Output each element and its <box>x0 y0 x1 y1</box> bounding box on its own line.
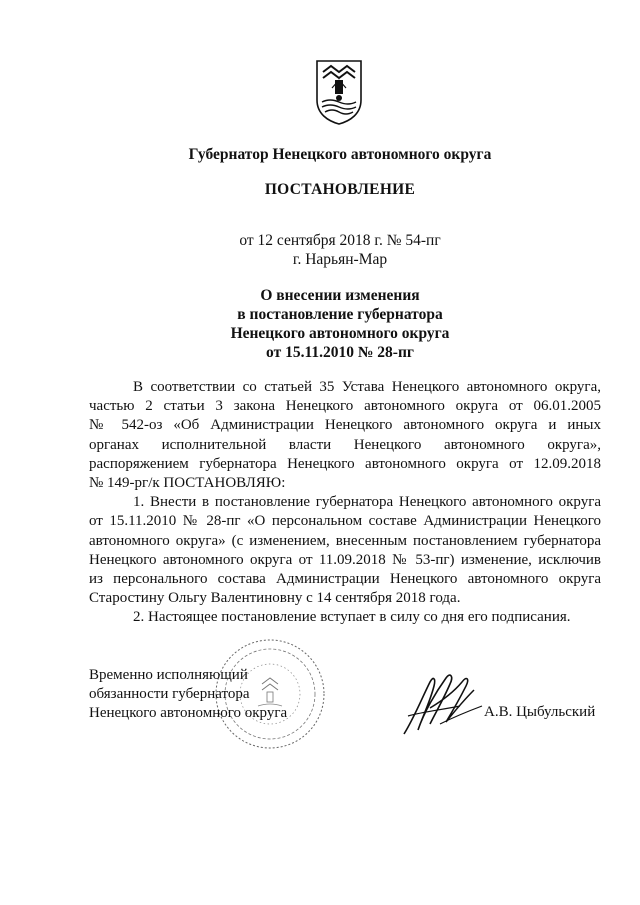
subject-line: О внесении изменения <box>260 287 420 304</box>
document-body <box>89 378 601 628</box>
handwritten-signature-icon <box>400 668 486 742</box>
preamble-line: № 149-рг/к ПОСТАНОВЛЯЮ: <box>89 475 286 492</box>
item1-line: из персонального состава Администрации Ненецкого автономного округа <box>89 571 601 588</box>
item1-line: автономного округа» (с изменением, внесенным постановлением губернатора <box>89 532 601 549</box>
preamble-line: распоряжением губернатора Ненецкого автономного округа от 12.09.2018 <box>89 455 601 472</box>
issuer-title: Губернатор Ненецкого автономного округа <box>188 146 492 163</box>
preamble-line: № 542-оз «Об Администрации Ненецкого автономного округа и иных <box>89 417 601 434</box>
position-line: Временно исполняющий <box>89 667 248 683</box>
date-number: от 12 сентября 2018 г. № 54-пг <box>239 232 441 249</box>
position-line: обязанности губернатора <box>89 686 250 703</box>
item1-line: 1. Внести в постановление губернатора Ненецкого автономного округа <box>133 494 601 511</box>
subject-line: в постановление губернатора <box>237 306 443 323</box>
item1-line: Ненецкого автономного округа от 11.09.2018 № 53-пг) изменение, исключив <box>89 551 601 568</box>
item1-line: от 15.11.2010 № 28-пг «О персональном составе Администрации Ненецкого <box>89 513 601 530</box>
signatory-name: А.В. Цыбульский <box>484 704 596 720</box>
preamble-line: В соответствии со статьей 35 Устава Ненецкого автономного округа, <box>133 379 601 395</box>
item1-line: Старостину Ольгу Валентиновну с 14 сентября 2018 года. <box>89 590 461 607</box>
document-subject <box>0 286 640 362</box>
preamble-line: органах исполнительной власти Ненецкого автономного округа», <box>89 436 601 453</box>
document-type: ПОСТАНОВЛЕНИЕ <box>264 181 416 198</box>
coat-of-arms-icon <box>314 58 364 126</box>
signatory-position <box>89 666 287 724</box>
subject-line: от 15.11.2010 № 28-пг <box>266 344 414 361</box>
preamble-line: частью 2 статьи 3 закона Ненецкого автономного округа от 06.01.2005 <box>89 398 601 415</box>
city: г. Нарьян-Мар <box>292 251 388 268</box>
subject-line: Ненецкого автономного округа <box>230 325 450 342</box>
item2-line: 2. Настоящее постановление вступает в силу со дня его подписания. <box>133 609 571 626</box>
position-line: Ненецкого автономного округа <box>89 705 288 722</box>
